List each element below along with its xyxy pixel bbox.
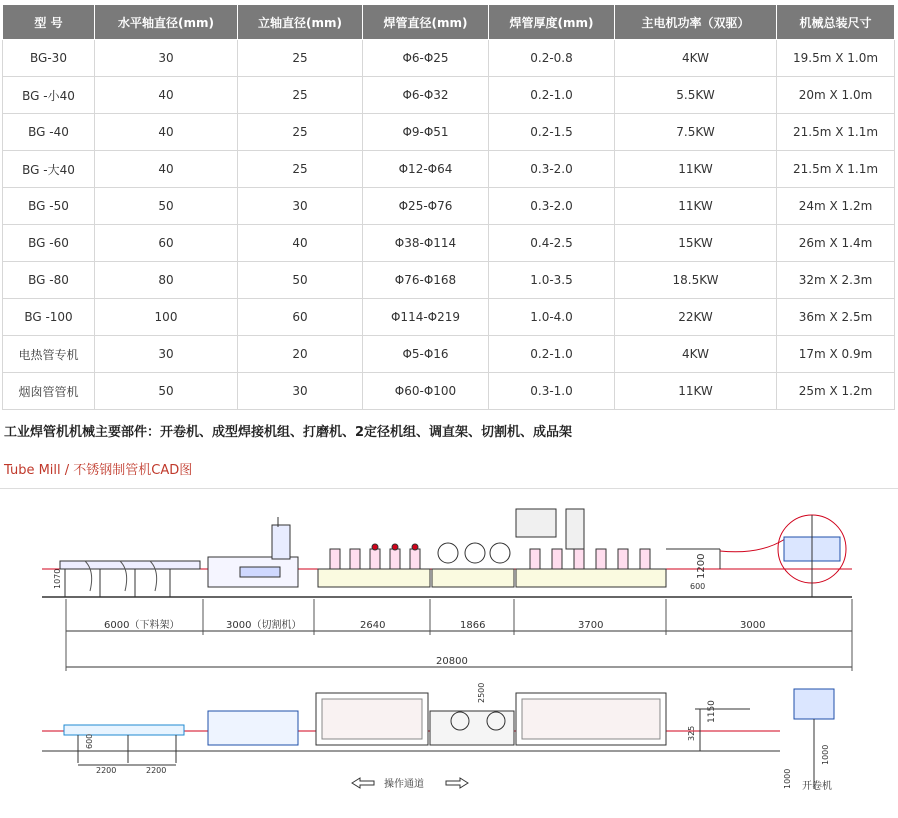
table-cell: 0.2-1.0 [489,77,615,114]
table-cell: 4KW [615,336,777,373]
table-cell: BG -60 [3,225,95,262]
table-cell: 18.5KW [615,262,777,299]
table-cell: 0.2-0.8 [489,40,615,77]
table-cell: 21.5m X 1.1m [777,114,895,151]
table-cell: 25 [238,151,363,188]
column-header: 机械总装尺寸 [777,5,895,40]
table-cell: 80 [95,262,238,299]
table-cell: 0.3-2.0 [489,188,615,225]
table-cell: 60 [238,299,363,336]
table-cell: 11KW [615,151,777,188]
table-cell: 4KW [615,40,777,77]
table-cell: Φ25-Φ76 [363,188,489,225]
dim-small: 600 [690,582,706,591]
table-cell: 21.5m X 1.1m [777,151,895,188]
table-cell: Φ6-Φ32 [363,77,489,114]
column-header: 型 号 [3,5,95,40]
table-cell: 电热管专机 [3,336,95,373]
table-cell: 40 [95,77,238,114]
table-cell: 30 [238,373,363,410]
table-row [3,40,895,77]
column-header: 主电机功率（双驱） [615,5,777,40]
table-row [3,225,895,262]
dim-section2: 1866 [460,620,486,631]
column-header: 焊管直径(mm) [363,5,489,40]
dim-runout: 6000（下料架） [104,620,180,631]
table-cell: 0.4-2.5 [489,225,615,262]
table-row [3,373,895,410]
plan-dim-1150: 1150 [707,700,717,723]
dim-total: 20800 [436,656,468,667]
table-cell: 30 [238,188,363,225]
table-cell: 50 [95,188,238,225]
table-cell: 24m X 1.2m [777,188,895,225]
table-cell: 50 [95,373,238,410]
table-cell: Φ5-Φ16 [363,336,489,373]
dim-left: 1070 [53,568,62,589]
table-cell: 22KW [615,299,777,336]
table-cell: Φ76-Φ168 [363,262,489,299]
table-cell: Φ60-Φ100 [363,373,489,410]
channel-label: 操作通道 [384,779,424,790]
table-cell: 30 [95,40,238,77]
table-cell: BG -小40 [3,77,95,114]
table-cell: Φ38-Φ114 [363,225,489,262]
table-cell: BG -100 [3,299,95,336]
table-cell: 5.5KW [615,77,777,114]
table-cell: 40 [238,225,363,262]
table-cell: BG-30 [3,40,95,77]
spec-table [2,4,895,410]
table-cell: 20 [238,336,363,373]
plan-dim-1: 2200 [96,766,117,775]
table-cell: 25 [238,77,363,114]
elevation-view [42,509,852,671]
table-cell: Φ114-Φ219 [363,299,489,336]
table-cell: 36m X 2.5m [777,299,895,336]
table-row [3,151,895,188]
dim-height: 1200 [696,553,707,579]
table-cell: 25 [238,114,363,151]
dim-section3: 3700 [578,620,604,631]
plan-dim-1000a: 1000 [783,768,792,789]
table-cell: 11KW [615,188,777,225]
table-cell: 40 [95,151,238,188]
table-cell: 0.2-1.5 [489,114,615,151]
table-cell: 11KW [615,373,777,410]
plan-dim-2: 2200 [146,766,167,775]
components-caption: 工业焊管机机械主要部件：开卷机、成型焊接机组、打磨机、2定径机组、调直架、切割机、成品架 [4,425,573,440]
table-row [3,336,895,373]
cad-drawing [0,488,898,814]
table-cell: Φ6-Φ25 [363,40,489,77]
table-cell: 0.3-1.0 [489,373,615,410]
table-row [3,299,895,336]
table-body [3,40,895,410]
table-cell: 20m X 1.0m [777,77,895,114]
table-cell: 17m X 0.9m [777,336,895,373]
table-header-row [3,5,895,40]
dim-section1: 2640 [360,620,386,631]
table-cell: 60 [95,225,238,262]
table-row [3,77,895,114]
table-cell: 26m X 1.4m [777,225,895,262]
table-cell: BG -50 [3,188,95,225]
tube-mill-cad-svg [0,489,898,814]
table-row [3,114,895,151]
column-header: 立轴直径(mm) [238,5,363,40]
table-cell: 1.0-4.0 [489,299,615,336]
table-cell: Φ12-Φ64 [363,151,489,188]
table-cell: 30 [95,336,238,373]
table-row [3,262,895,299]
plan-dim-600: 600 [85,733,94,749]
table-cell: 15KW [615,225,777,262]
table-cell: Φ9-Φ51 [363,114,489,151]
table-cell: 25m X 1.2m [777,373,895,410]
table-cell: 0.3-2.0 [489,151,615,188]
cad-drawing-link[interactable]: Tube Mill / 不锈钢制管机CAD图 [4,463,193,478]
table-cell: 0.2-1.0 [489,336,615,373]
table-cell: 7.5KW [615,114,777,151]
table-cell: BG -40 [3,114,95,151]
plan-dim-1000b: 1000 [821,744,830,765]
table-row [3,188,895,225]
column-header: 焊管厚度(mm) [489,5,615,40]
table-cell: 19.5m X 1.0m [777,40,895,77]
table-cell: 50 [238,262,363,299]
table-cell: 100 [95,299,238,336]
table-cell: 40 [95,114,238,151]
forming-stands-3 [530,549,650,569]
table-cell: BG -80 [3,262,95,299]
table-cell: 1.0-3.5 [489,262,615,299]
table-cell: 25 [238,40,363,77]
table-cell: BG -大40 [3,151,95,188]
column-header: 水平轴直径(mm) [95,5,238,40]
forming-stands-1 [330,544,420,569]
plan-dim-2500: 2500 [477,682,486,703]
plan-dim-325: 325 [687,725,696,741]
uncoiler-label: 开卷机 [802,781,832,792]
table-cell: 32m X 2.3m [777,262,895,299]
dim-cutting: 3000（切割机） [226,620,302,631]
table-cell: 烟囱管管机 [3,373,95,410]
dim-uncoiler: 3000 [740,620,766,631]
